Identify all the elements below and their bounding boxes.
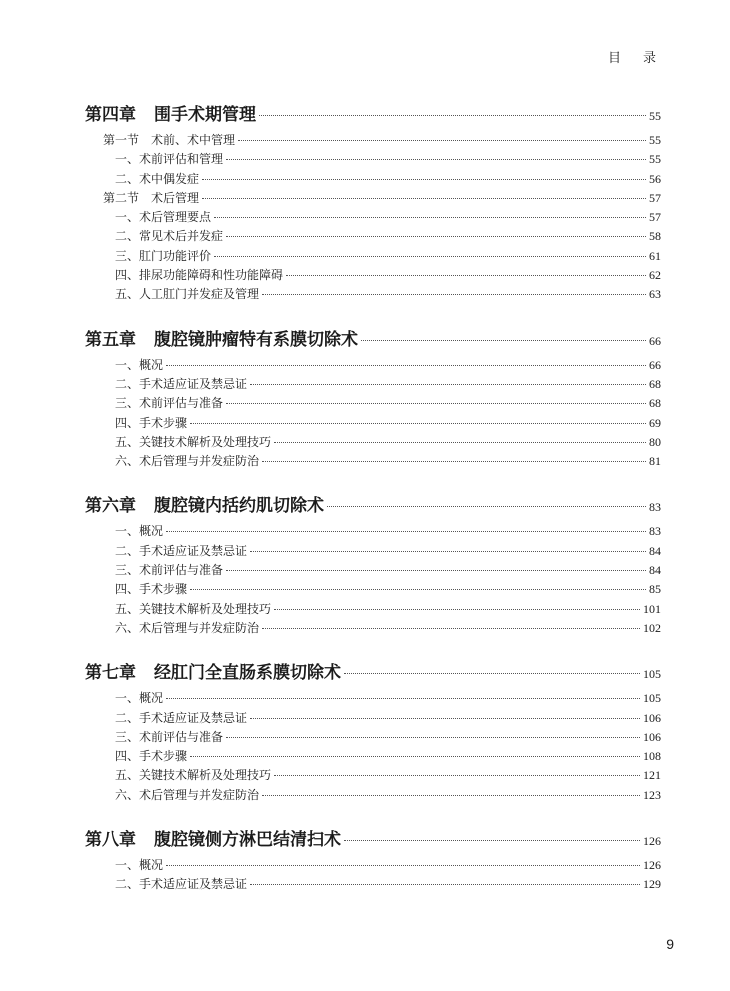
toc-item[interactable] [85, 452, 661, 471]
chapter-page-number: 66 [649, 333, 661, 348]
toc-page-number: 108 [643, 749, 661, 764]
toc-item-title: 五、关键技术解析及处理技巧 [115, 768, 272, 783]
dot-leader [238, 140, 646, 141]
toc-item[interactable] [85, 356, 661, 375]
dot-leader [190, 589, 646, 590]
dot-leader [262, 461, 646, 462]
section-title: 术前、术中管理 [151, 133, 236, 147]
toc-item[interactable] [85, 522, 661, 541]
toc-item-title: 四、手术步骤 [115, 582, 188, 597]
toc-item-title: 三、术前评估与准备 [115, 563, 224, 578]
toc-item-title: 二、手术适应证及禁忌证 [115, 877, 248, 892]
toc-item[interactable] [85, 150, 661, 169]
running-head: 目录 [607, 51, 678, 66]
toc-page-number: 81 [649, 454, 661, 469]
toc-item[interactable] [85, 619, 661, 638]
dot-leader [202, 179, 646, 180]
toc-item-title: 三、术前评估与准备 [115, 396, 224, 411]
chapter-block [85, 325, 661, 472]
toc-item[interactable] [85, 247, 661, 266]
toc-item[interactable] [85, 600, 661, 619]
chapter-title: 腹腔镜侧方淋巴结清扫术 [154, 830, 341, 851]
toc-page-number: 57 [649, 210, 661, 225]
dot-leader [214, 217, 646, 218]
dot-leader [226, 159, 646, 160]
toc-page-number: 68 [649, 376, 661, 391]
dot-leader [226, 236, 646, 237]
toc-item-title: 五、关键技术解析及处理技巧 [115, 601, 272, 616]
toc-item[interactable] [85, 285, 661, 304]
toc-item-title: 六、术后管理与并发症防治 [115, 620, 260, 635]
toc-page-number: 61 [649, 248, 661, 263]
page-number: 9 [666, 936, 674, 952]
dot-leader [361, 340, 646, 341]
toc-page-number: 106 [643, 710, 661, 725]
toc-item-title: 四、排尿功能障碍和性功能障碍 [115, 268, 284, 283]
toc-item[interactable] [85, 394, 661, 413]
toc-item[interactable] [85, 709, 661, 728]
chapter-heading[interactable] [85, 825, 661, 851]
dot-leader [166, 365, 646, 366]
dot-leader [214, 256, 646, 257]
dot-leader [274, 442, 646, 443]
toc-item-title: 一、概况 [115, 691, 164, 706]
toc-item[interactable] [85, 542, 661, 561]
toc-page-number: 85 [649, 582, 661, 597]
dot-leader [286, 275, 646, 276]
dot-leader [250, 384, 646, 385]
chapter-page-number: 83 [649, 500, 661, 515]
toc-item[interactable] [85, 747, 661, 766]
chapter-title: 腹腔镜内括约肌切除术 [154, 496, 324, 517]
dot-leader [202, 198, 646, 199]
chapter-title: 围手术期管理 [154, 105, 256, 125]
toc-item[interactable] [85, 580, 661, 599]
toc-item-title: 四、手术步骤 [115, 415, 188, 430]
toc-page-number: 63 [649, 287, 661, 302]
toc-page-number: 101 [643, 601, 661, 616]
toc-item[interactable] [85, 170, 661, 189]
toc-page-number: 80 [649, 434, 661, 449]
dot-leader [344, 673, 640, 674]
dot-leader [226, 570, 646, 571]
toc-item[interactable] [85, 689, 661, 708]
toc-item[interactable] [85, 766, 661, 785]
toc-page-number: 68 [649, 396, 661, 411]
dot-leader [250, 551, 646, 552]
dot-leader [262, 628, 640, 629]
chapter-title: 腹腔镜肿瘤特有系膜切除术 [154, 329, 358, 350]
dot-leader [250, 718, 640, 719]
toc-item-title: 一、概况 [115, 357, 164, 372]
toc-item[interactable] [85, 227, 661, 246]
toc-page-number: 123 [643, 787, 661, 802]
toc-item-title: 三、肛门功能评价 [115, 248, 212, 263]
chapter-number: 第五章 [85, 329, 136, 350]
dot-leader [274, 775, 640, 776]
toc-item-title: 二、手术适应证及禁忌证 [115, 710, 248, 725]
toc-page-number: 57 [649, 190, 661, 205]
dot-leader [226, 737, 640, 738]
section-number: 第一节 [103, 133, 140, 147]
chapter-heading[interactable] [85, 100, 661, 126]
toc-page-number: 56 [649, 171, 661, 186]
toc-item-title: 四、手术步骤 [115, 749, 188, 764]
toc-page-number: 55 [649, 152, 661, 167]
toc-page-number: 62 [649, 268, 661, 283]
dot-leader [226, 403, 646, 404]
chapter-heading[interactable] [85, 491, 661, 517]
chapter-number: 第六章 [85, 496, 136, 517]
toc-item-title: 六、术后管理与并发症防治 [115, 454, 260, 469]
toc-item-title: 二、手术适应证及禁忌证 [115, 543, 248, 558]
table-of-contents [85, 100, 661, 915]
toc-item-title: 一、概况 [115, 524, 164, 539]
toc-page-number: 129 [643, 877, 661, 892]
chapter-block [85, 491, 661, 638]
toc-page-number: 102 [643, 620, 661, 635]
chapter-number: 第七章 [85, 663, 136, 684]
toc-item[interactable] [85, 375, 661, 394]
chapter-page-number: 105 [643, 667, 661, 682]
chapter-title: 经肛门全直肠系膜切除术 [154, 663, 341, 684]
toc-item[interactable] [85, 208, 661, 227]
dot-leader [166, 531, 646, 532]
toc-item[interactable] [85, 728, 661, 747]
chapter-heading[interactable] [85, 325, 661, 351]
toc-item[interactable] [85, 433, 661, 452]
toc-item-title: 二、手术适应证及禁忌证 [115, 376, 248, 391]
toc-item-title: 一、概况 [115, 858, 164, 873]
toc-item-title: 五、关键技术解析及处理技巧 [115, 434, 272, 449]
toc-page-number: 106 [643, 729, 661, 744]
chapter-page-number: 126 [643, 834, 661, 849]
toc-page-number: 84 [649, 563, 661, 578]
toc-item[interactable] [85, 875, 661, 894]
toc-item-title: 三、术前评估与准备 [115, 729, 224, 744]
toc-page-number: 58 [649, 229, 661, 244]
toc-item-title: 六、术后管理与并发症防治 [115, 787, 260, 802]
toc-item[interactable] [85, 856, 661, 875]
chapter-number: 第八章 [85, 830, 136, 851]
toc-page-number: 66 [649, 357, 661, 372]
toc-page-number: 126 [643, 858, 661, 873]
dot-leader [262, 294, 646, 295]
toc-item-title: 二、术中偶发症 [115, 171, 200, 186]
toc-section[interactable] [85, 189, 661, 208]
dot-leader [274, 609, 640, 610]
dot-leader [166, 698, 640, 699]
dot-leader [344, 840, 640, 841]
chapter-number: 第四章 [85, 105, 136, 125]
toc-item-title: 五、人工肛门并发症及管理 [115, 287, 260, 302]
toc-item[interactable] [85, 561, 661, 580]
toc-section[interactable] [85, 131, 661, 150]
dot-leader [250, 884, 640, 885]
section-number: 第二节 [103, 190, 140, 205]
toc-item-title: 二、常见术后并发症 [115, 229, 224, 244]
toc-page-number: 105 [643, 691, 661, 706]
toc-page-number: 83 [649, 524, 661, 539]
dot-leader [166, 865, 640, 866]
chapter-block [85, 100, 661, 305]
toc-item[interactable] [85, 786, 661, 805]
chapter-heading[interactable] [85, 658, 661, 684]
toc-item[interactable] [85, 266, 661, 285]
dot-leader [190, 756, 640, 757]
chapter-page-number: 55 [649, 109, 661, 123]
toc-item[interactable] [85, 414, 661, 433]
toc-page-number: 121 [643, 768, 661, 783]
dot-leader [259, 115, 646, 116]
toc-page-number: 69 [649, 415, 661, 430]
toc-item-title: 一、术前评估和管理 [115, 152, 224, 167]
dot-leader [262, 795, 640, 796]
toc-item-title: 一、术后管理要点 [115, 210, 212, 225]
section-title: 术后管理 [151, 190, 200, 205]
toc-page-number: 84 [649, 543, 661, 558]
toc-page-number: 55 [649, 133, 661, 147]
chapter-block [85, 825, 661, 895]
chapter-block [85, 658, 661, 805]
dot-leader [327, 506, 646, 507]
dot-leader [190, 423, 646, 424]
